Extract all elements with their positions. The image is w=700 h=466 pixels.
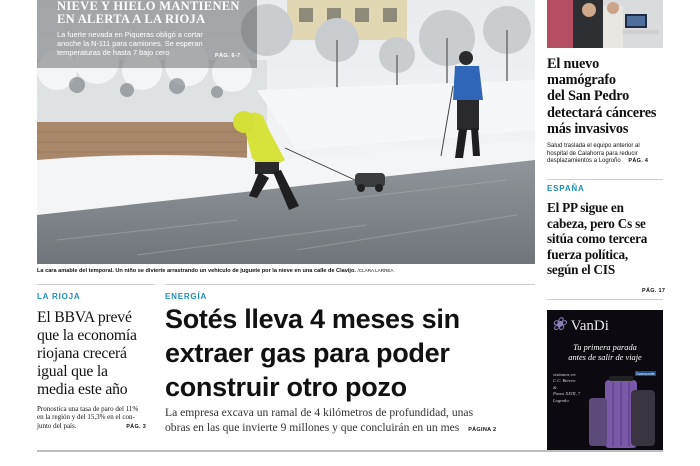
story-headline-line: que la economía xyxy=(37,327,137,344)
story-headline-line: fuerza política, xyxy=(547,246,629,262)
ad-address-line: Logroño xyxy=(553,397,569,403)
story-cis[interactable] xyxy=(547,200,667,278)
story-headline-line: El nuevo xyxy=(547,56,600,72)
ad-address-line: & xyxy=(553,384,557,390)
ad-address-line: C.C. Berceo xyxy=(553,378,576,384)
lead-headline[interactable] xyxy=(165,302,540,404)
story-headline-line: según el CIS xyxy=(547,262,615,278)
story-headline-line: riojana crecerá xyxy=(37,345,127,362)
divider xyxy=(547,299,663,300)
lead-deck xyxy=(165,405,540,438)
kicker-espana: ESPAÑA xyxy=(547,184,585,193)
story-body-line: en la región y del 15,3% en el con- xyxy=(37,413,135,422)
vandi-ad[interactable] xyxy=(547,310,663,450)
ad-tagline: antes de salir de viaje xyxy=(568,353,642,362)
story-headline-line: detectará cánceres xyxy=(547,104,657,121)
photo-caption: La cara amable del temporal. Un niño se divierte arrastrando un vehículo de juguete por la nieve en una calle de Clavijo. xyxy=(37,268,356,274)
story-headline-line: cabeza, pero Cs se xyxy=(547,215,646,231)
story-headline-line: igual que la xyxy=(37,363,108,380)
page-ref: PÁGINA 2 xyxy=(468,427,497,433)
story-headline-line: El PP sigue en xyxy=(547,200,624,215)
story-headline-line: El BBVA prevé xyxy=(37,309,132,326)
page-ref: PÁG. 17 xyxy=(642,288,666,294)
kicker-energia: ENERGÍA xyxy=(165,292,208,301)
lead-headline-line: construir otro pozo xyxy=(165,372,407,402)
photo-caption-row xyxy=(37,268,535,274)
ad-address-line: visítanos en: xyxy=(553,372,577,377)
story-body-line: Salud traslada el equipo anterior al xyxy=(547,143,640,150)
page-ref: PÁG. 4 xyxy=(628,158,649,165)
kicker-la-rioja: LA RIOJA xyxy=(37,292,81,301)
ad-luggage-brand: Samsonite xyxy=(636,371,655,376)
story-headline-line: media este año xyxy=(37,381,128,398)
main-photo xyxy=(37,0,535,264)
lead-headline-line: extraer gas para poder xyxy=(165,338,450,368)
page-ref: PÁG. 3 xyxy=(126,423,147,430)
lead-deck-line: obras en las que invierte 9 millones y que concluirán en un mes xyxy=(165,421,460,434)
overlay-body-line: La fuerte nevada en Piqueras obligó a cortar xyxy=(57,30,203,39)
ad-logo-mark: ❀ xyxy=(551,314,567,334)
story-bbva[interactable] xyxy=(37,309,162,431)
overlay-body-line: temperaturas de hasta 7 bajo cero xyxy=(57,48,170,58)
photo-credit: /CLARA LARREA xyxy=(357,268,394,273)
story-body-line: desplazamientos a Logroño xyxy=(547,158,621,165)
story-headline-line: más invasivos xyxy=(547,120,629,137)
story-headline-line: del San Pedro xyxy=(547,88,630,105)
divider xyxy=(547,179,663,180)
hospital-photo xyxy=(547,0,663,48)
story-headline-line: sitúa como tercera xyxy=(547,231,648,247)
suitcase-icon xyxy=(581,376,663,450)
overlay-page-ref: PÁG. 6-7 xyxy=(215,53,241,59)
overlay-headline-line: NIEVE Y HIELO MANTIENEN xyxy=(57,0,240,13)
right-photo xyxy=(547,0,663,48)
story-mamografo[interactable] xyxy=(547,56,667,166)
overlay-headline-line: EN ALERTA A LA RIOJA xyxy=(57,12,206,26)
ad-tagline: Tu primera parada xyxy=(573,343,637,352)
divider xyxy=(165,284,535,285)
divider xyxy=(37,284,155,285)
bottom-rule xyxy=(37,450,663,452)
ad-address-line: Paseo XXIII, 7 xyxy=(553,391,581,397)
lead-deck-line: La empresa excava un ramal de 4 kilómetros de profundidad, unas xyxy=(165,406,474,419)
story-body-line: Pronostica una tasa de paro del 11% xyxy=(37,405,139,413)
ad-brand: VanDi xyxy=(570,318,609,334)
story-body-line: junto del país. xyxy=(37,421,77,430)
overlay-body-line: anoche la N-111 para camiones. Se esperan xyxy=(57,39,203,49)
story-headline-line: mamógrafo xyxy=(547,72,616,89)
story-body-line: hospital de Calahorra para reducir xyxy=(547,150,638,157)
lead-headline-line: Sotés lleva 4 meses sin xyxy=(165,304,460,334)
